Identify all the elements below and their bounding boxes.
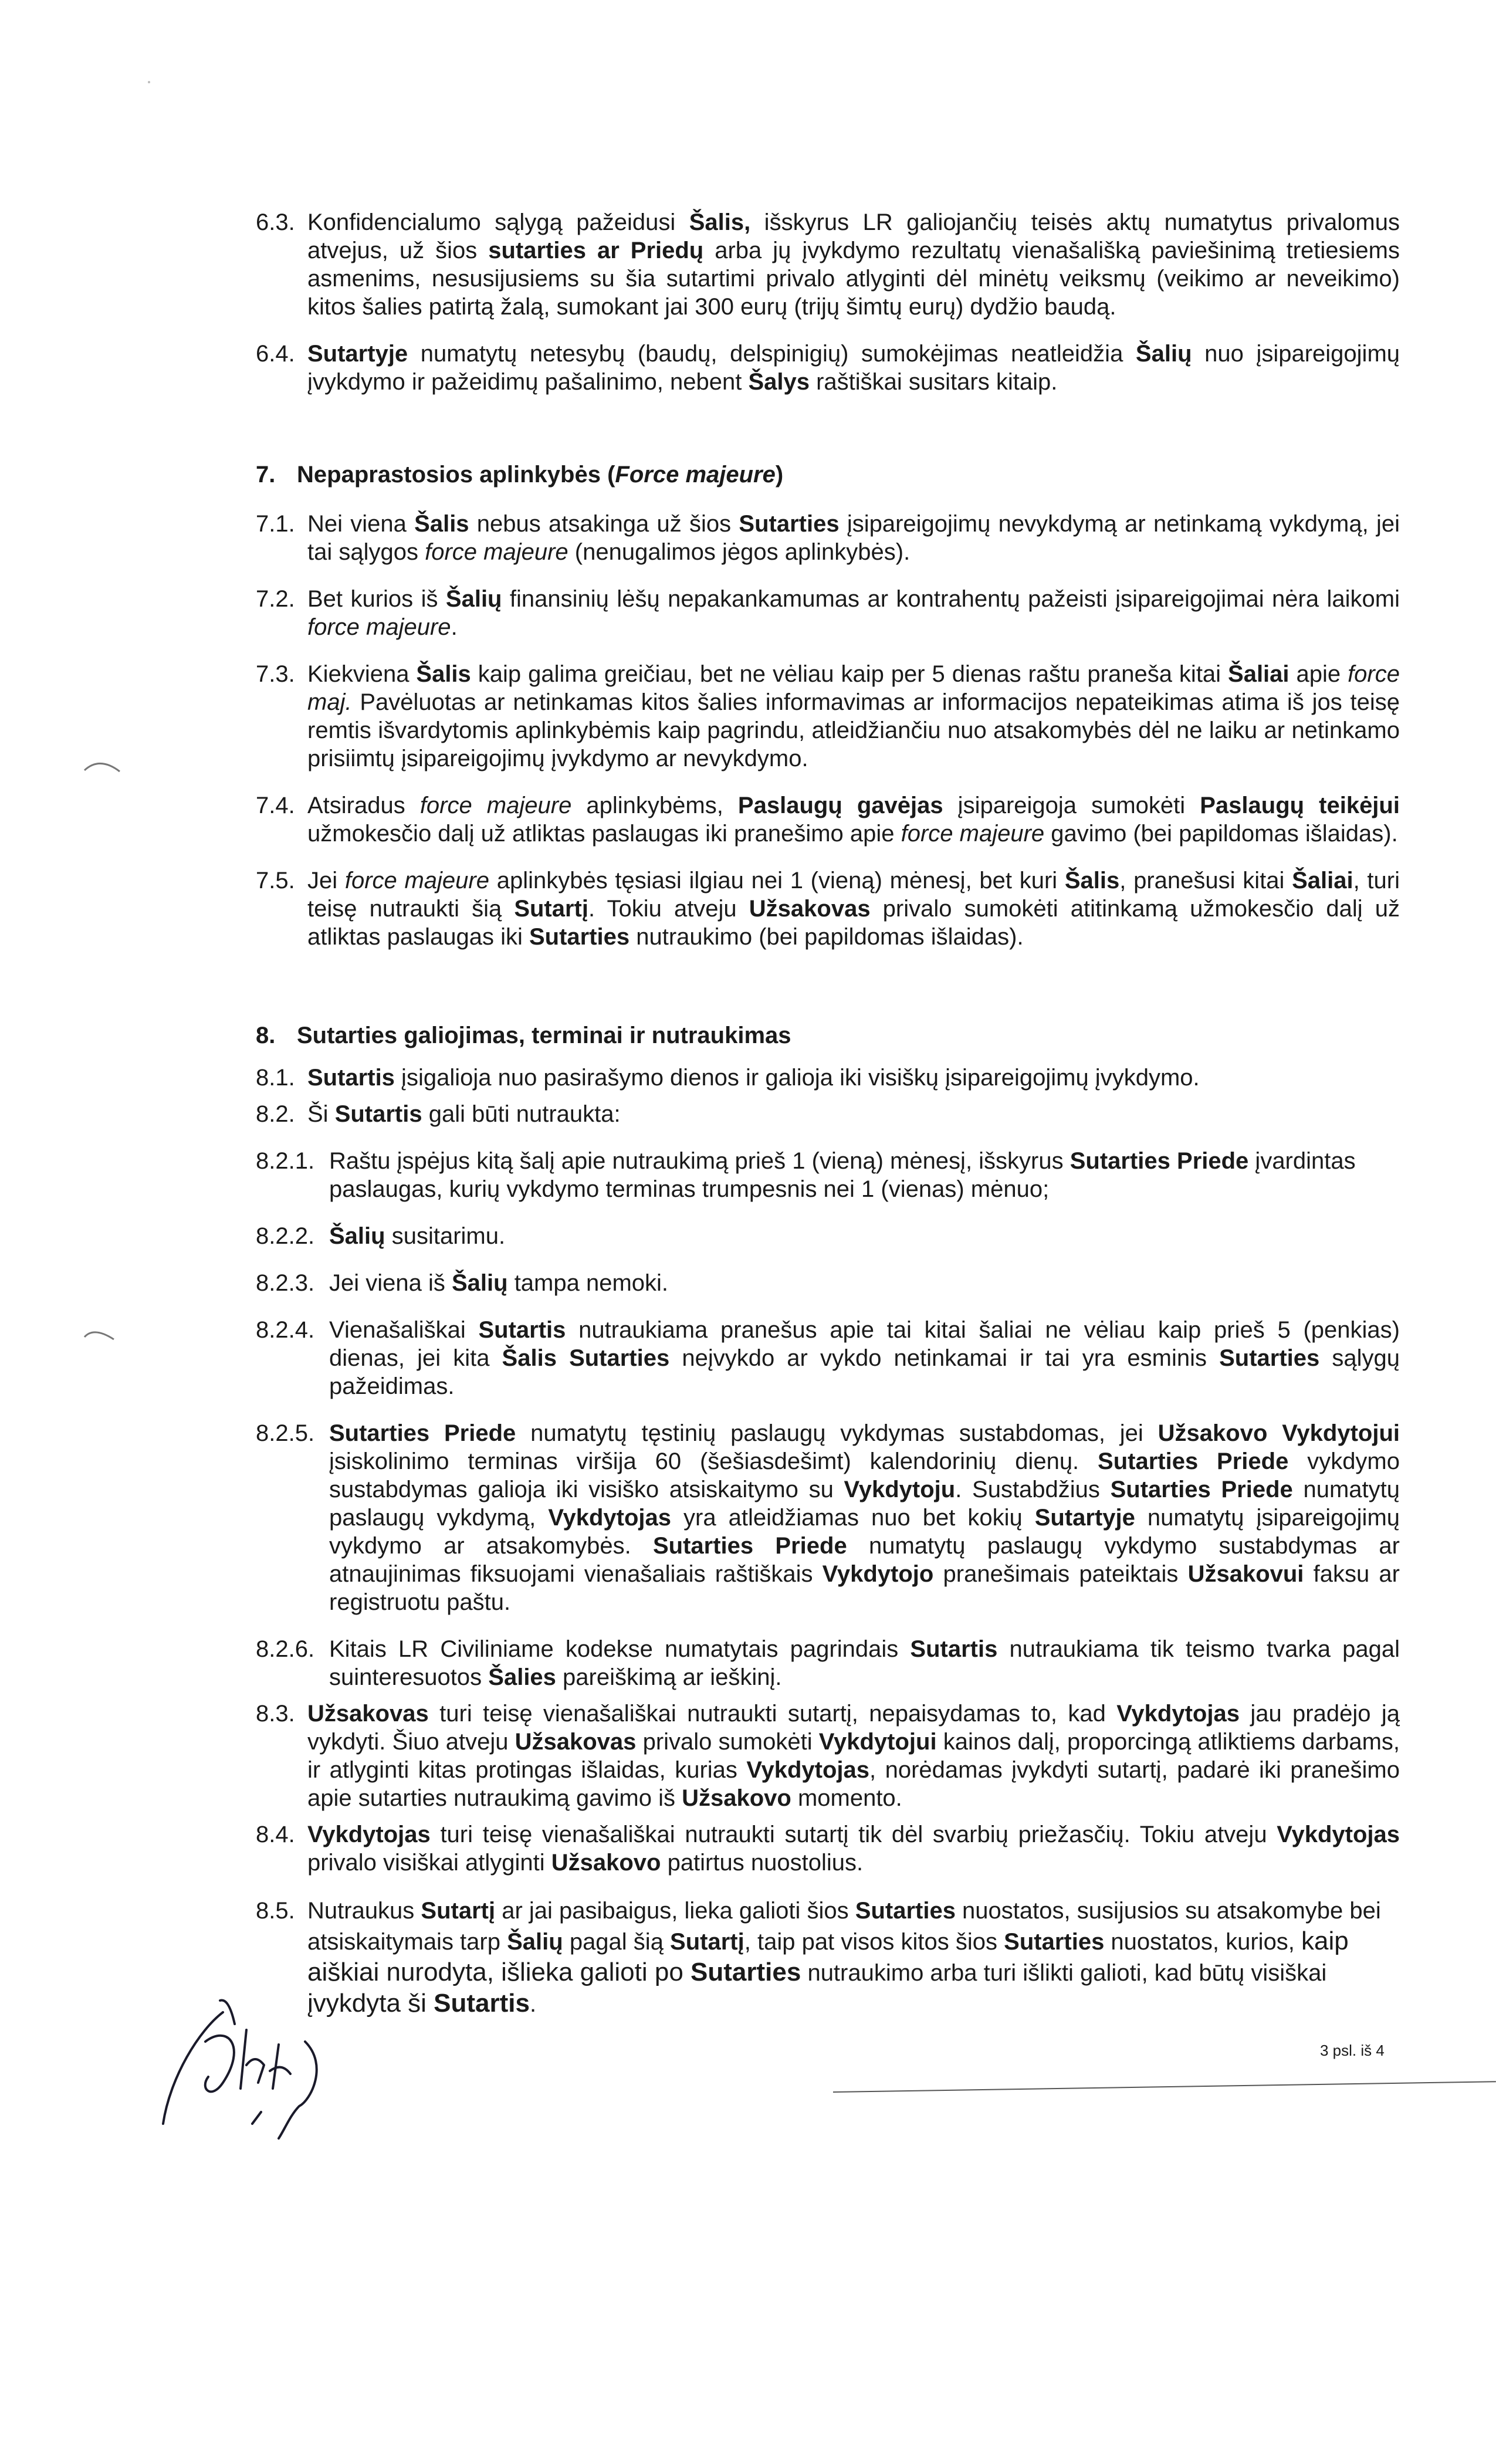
term-bold: Sutartis xyxy=(478,1317,566,1343)
term-bold: Sutartį xyxy=(670,1929,744,1955)
clause-8-2 xyxy=(256,1100,1400,1128)
term-italic: force majeure xyxy=(307,614,451,640)
text: nuostatos, kurios, xyxy=(1104,1929,1302,1955)
text: Kiekviena xyxy=(307,661,417,687)
clause-number: 6.4. xyxy=(256,341,295,367)
term-bold: Sutarties xyxy=(691,1958,801,1986)
clause-7-5 xyxy=(256,867,1400,951)
term-bold: Užsakovas xyxy=(515,1729,637,1755)
clause-number: 8.2.3. xyxy=(256,1270,315,1296)
handwritten-signature xyxy=(158,1989,346,2141)
text: Raštu įspėjus kitą šalį apie nutraukimą prieš 1 (vieną) mėnesį, išskyrus xyxy=(329,1148,1070,1174)
text: Bet kurios iš xyxy=(307,586,446,612)
margin-mark xyxy=(82,754,123,777)
term-bold: Šaliai xyxy=(1292,868,1353,893)
text: momento. xyxy=(791,1785,902,1811)
term-bold: Vykdytojui xyxy=(818,1729,937,1755)
text: jau pradėjo ją vykdyti. Šiuo atveju xyxy=(307,1701,1400,1755)
text: kaip aiškiai nurodyta, išlieka galioti po xyxy=(307,1927,1349,1986)
term-bold: Užsakovas xyxy=(307,1701,429,1727)
text: nebus atsakinga už šios xyxy=(469,511,739,537)
clause-8-2-2 xyxy=(256,1222,1400,1250)
term-italic: force maj. xyxy=(307,661,1400,715)
clause-7-2 xyxy=(256,585,1400,641)
text: įsiskolinimo terminas viršija 60 (šešiasdešimt) kalendorinių dienų. xyxy=(329,1448,1098,1474)
term-bold: Sutartį xyxy=(421,1898,496,1924)
text: Konfidencialumo sąlygą pažeidusi xyxy=(307,209,689,235)
signature-line xyxy=(833,2081,1496,2093)
term-bold: Sutartis xyxy=(307,1065,395,1091)
term-bold: Sutarties xyxy=(1004,1929,1105,1955)
term-bold: Sutartyje xyxy=(307,341,408,367)
term-bold: Šalis xyxy=(502,1345,557,1371)
text: Nei viena xyxy=(307,511,415,537)
text: įvardintas paslaugas, kurių vykdymo terminas trumpesnis nei 1 (vienas) mėnuo; xyxy=(329,1148,1356,1202)
text: gavimo (bei papildomas išlaidas). xyxy=(1044,821,1398,847)
section-number: 8. xyxy=(256,1023,276,1048)
section-heading-8 xyxy=(256,1021,1400,1050)
clause-8-2-5 xyxy=(256,1419,1400,1616)
margin-mark xyxy=(82,1323,117,1344)
clause-number: 7.4. xyxy=(256,793,295,818)
text: Jei viena iš xyxy=(329,1270,452,1296)
text: Pavėluotas ar netinkamas kitos šalies informavimas ar informacijos nepateikimas atima iš jos teisę remtis išvardytomis aplinkybėmis kaip pagrindu, atleidžiančiu nuo atsakomybės dėl ne laiku ar netinkamo prisiimtų įsipareigojimų įvykdymo ar nevykdymo. xyxy=(307,689,1400,771)
clause-8-3 xyxy=(256,1700,1400,1812)
section-title: Nepaprastosios aplinkybės xyxy=(297,462,601,488)
document-body xyxy=(256,208,1400,2038)
term-bold: Sutartyje xyxy=(1034,1505,1135,1531)
text: tampa nemoki. xyxy=(507,1270,669,1296)
text: turi teisę vienašališkai nutraukti sutartį tik dėl svarbių priežasčių. Tokiu atveju xyxy=(430,1822,1277,1847)
term-bold: Šalių xyxy=(507,1929,563,1955)
text: pagal šią xyxy=(563,1929,671,1955)
text: neįvykdo ar vykdo netinkamai ir tai yra esminis xyxy=(669,1345,1220,1371)
clause-number: 8.2.5. xyxy=(256,1420,315,1446)
text: nuo įsipareigojimų įvykdymo ir pažeidimų pašalinimo, nebent xyxy=(307,341,1400,395)
term-bold: Šalių xyxy=(451,1270,508,1296)
clause-6-3 xyxy=(256,208,1400,321)
term-bold: Vykdytojo xyxy=(822,1561,934,1587)
text: įsigalioja nuo pasirašymo dienos ir galioja iki visiškų įsipareigojimų įvykdymo. xyxy=(394,1065,1200,1091)
text: apie xyxy=(1289,661,1348,687)
text: numatytų paslaugų vykdymo sustabdymas ar atnaujinimas fiksuojami vienašaliais raštiškais xyxy=(329,1533,1400,1587)
term-bold: Šalių xyxy=(329,1223,385,1249)
clause-8-5 xyxy=(256,1896,1400,2019)
term-bold: Vykdytojas xyxy=(1116,1701,1240,1727)
text: . xyxy=(530,1991,537,2017)
text: Kitais LR Civiliniame kodekse numatytais pagrindais xyxy=(329,1636,911,1662)
term-bold: Šalių xyxy=(445,586,502,612)
clause-number: 8.2.4. xyxy=(256,1317,315,1343)
text: pranešimais pateiktais xyxy=(933,1561,1188,1587)
text: nutraukiama tik teismo tvarka pagal suinteresuotos xyxy=(329,1636,1400,1690)
text: nutraukimo (bei papildomas išlaidas). xyxy=(629,924,1024,950)
clause-8-2-1 xyxy=(256,1147,1400,1203)
term-bold: Sutarties Priede xyxy=(1069,1148,1249,1174)
term-bold: Užsakovo xyxy=(682,1785,791,1811)
term-bold: Šalis, xyxy=(689,209,751,235)
section-title: Sutarties galiojimas, terminai ir nutraukimas xyxy=(297,1023,791,1048)
term-italic: force majeure xyxy=(344,868,489,893)
term-bold: Vykdytojas xyxy=(1277,1822,1400,1847)
clause-number: 8.3. xyxy=(256,1701,295,1727)
text: įvykdyta ši xyxy=(307,1989,434,2018)
text: privalo sumokėti atitinkamą užmokesčio dalį už atliktas paslaugas iki xyxy=(307,896,1400,950)
text: arba jų įvykdymo rezultatų vienašališką paviešinimą tretiesiems asmenims, nesusijusiems su šia sutartimi privalo atlyginti dėl minėtų veiksmų (veikimo ar neveikimo) kitos šalies patirtą žalą, sumokant jai 300 eurų (trijų šimtų eurų) dydžio baudą. xyxy=(307,238,1400,320)
text: Atsiradus xyxy=(307,793,420,818)
text: turi teisę vienašališkai nutraukti sutartį, nepaisydamas to, kad xyxy=(428,1701,1117,1727)
text: , pranešusi kitai xyxy=(1119,868,1292,893)
term-bold: Sutartis xyxy=(334,1101,422,1127)
clause-number: 7.1. xyxy=(256,511,295,537)
text: . Tokiu atveju xyxy=(588,896,749,922)
scan-speck xyxy=(148,81,150,83)
term-bold: Paslaugų teikėjui xyxy=(1200,793,1400,818)
term-bold: Sutarties Priede xyxy=(1110,1477,1293,1502)
clause-7-4 xyxy=(256,791,1400,848)
text: yra atleidžiamas nuo bet kokių xyxy=(671,1505,1035,1531)
text: sąlygų pažeidimas. xyxy=(329,1345,1400,1399)
text: numatytų įsipareigojimų vykdymo ar atsakomybės. xyxy=(329,1505,1400,1559)
clause-number: 8.4. xyxy=(256,1822,295,1847)
clause-number: 8.1. xyxy=(256,1065,295,1091)
term-bold: Sutarties xyxy=(1219,1345,1320,1371)
clause-8-2-6 xyxy=(256,1635,1400,1691)
clause-8-1 xyxy=(256,1064,1400,1092)
clause-7-3 xyxy=(256,660,1400,773)
text: raštiškai susitars kitaip. xyxy=(810,369,1058,395)
text: kaip galima greičiau, bet ne vėliau kaip per 5 dienas raštu praneša kitai xyxy=(471,661,1228,687)
text: išskyrus LR galiojančių teisės aktų numatytus privalomus atvejus, už šios xyxy=(307,209,1400,263)
term-bold: Sutartis xyxy=(910,1636,998,1662)
text: faksu ar registruotu paštu. xyxy=(329,1561,1400,1615)
section-title-italic: Force majeure xyxy=(615,462,776,488)
text xyxy=(557,1345,569,1371)
text: įsipareigoja sumokėti xyxy=(943,793,1200,818)
clause-number: 6.3. xyxy=(256,209,295,235)
clause-7-1 xyxy=(256,510,1400,566)
text: numatytų netesybų (baudų, delspinigių) sumokėjimas neatleidžia xyxy=(408,341,1136,367)
term-bold: Vykdytoju xyxy=(844,1477,956,1502)
term-bold: Šalies xyxy=(488,1664,556,1690)
term-bold: Šalys xyxy=(748,369,810,395)
term-italic: force majeure xyxy=(901,821,1045,847)
clause-6-4 xyxy=(256,340,1400,396)
term-bold: Paslaugų gavėjas xyxy=(737,793,943,818)
text: aplinkybės tęsiasi ilgiau nei 1 (vieną) mėnesį, bet kuri xyxy=(489,868,1065,893)
text: pareiškimą ar ieškinį. xyxy=(556,1664,782,1690)
term-bold: Sutarties xyxy=(739,511,840,537)
text: , norėdamas įvykdyti sutartį, padarė iki pranešimo apie sutarties nutraukimą gavimo iš xyxy=(307,1757,1400,1811)
term-bold: Užsakovas xyxy=(749,896,871,922)
term-bold: Vykdytojas xyxy=(548,1505,672,1531)
text: Ši xyxy=(307,1101,335,1127)
text: patirtus nuostolius. xyxy=(661,1850,864,1876)
text: (nenugalimos jėgos aplinkybės). xyxy=(568,539,911,565)
term-bold: Šaliai xyxy=(1228,661,1289,687)
text: užmokesčio dalį už atliktas paslaugas iki pranešimo apie xyxy=(307,821,901,847)
section-heading-7: 7. Nepaprastosios aplinkybės (Force majeure) xyxy=(256,462,784,488)
text: Nutraukus xyxy=(307,1898,421,1924)
text: Vienašališkai xyxy=(329,1317,479,1343)
page-number: 3 psl. iš 4 xyxy=(1320,2042,1385,2059)
term-bold: Vykdytojas xyxy=(307,1822,431,1847)
term-bold: Sutarties Priede xyxy=(652,1533,847,1559)
text: numatytų tęstinių paslaugų vykdymas sustabdomas, jei xyxy=(516,1420,1158,1446)
text: nutraukimo arba turi išlikti galioti, kad būtų visiškai xyxy=(801,1960,1327,1986)
clause-number: 8.2. xyxy=(256,1101,295,1127)
text: finansinių lėšų nepakankamumas ar kontrahentų pažeisti įsipareigojimai nėra laikomi xyxy=(502,586,1400,612)
section-number: 7. xyxy=(256,462,276,488)
text: numatytų paslaugų vykdymą, xyxy=(329,1477,1400,1531)
text: Jei xyxy=(307,868,345,893)
clause-8-2-3 xyxy=(256,1269,1400,1297)
term-bold: Šalis xyxy=(1064,868,1120,893)
term-bold: Sutarties xyxy=(529,924,630,950)
text: privalo visiškai atlyginti xyxy=(307,1850,551,1876)
text: kainos dalį, proporcingą atliktiems darbams, ir atlyginti kitas protingas išlaidas, kurias xyxy=(307,1729,1400,1783)
text: , turi teisę nutraukti šią xyxy=(307,868,1400,922)
term-italic: force majeure xyxy=(419,793,572,818)
term-bold: Užsakovo Vykdytojui xyxy=(1157,1420,1400,1446)
text: gali būti nutraukta: xyxy=(422,1101,621,1127)
term-bold: Vykdytojas xyxy=(746,1757,870,1783)
term-italic: force majeure xyxy=(425,539,568,565)
text: įsipareigojimų nevykdymą ar netinkamą vykdymą, jei tai sąlygos xyxy=(307,511,1400,565)
term-bold: Sutarties xyxy=(855,1898,956,1924)
text: , taip pat visos kitos šios xyxy=(744,1929,1004,1955)
text: susitarimu. xyxy=(385,1223,506,1249)
clause-number: 8.2.1. xyxy=(256,1148,315,1174)
clause-number: 8.2.2. xyxy=(256,1223,315,1249)
text: ar jai pasibaigus, lieka galioti šios xyxy=(495,1898,855,1924)
term-bold: Sutarties xyxy=(569,1345,670,1371)
term-bold: Šalis xyxy=(414,511,469,537)
clause-8-4 xyxy=(256,1820,1400,1877)
clause-number: 7.2. xyxy=(256,586,295,612)
text: vykdymo sustabdymas galioja iki visiško atsiskaitymo su xyxy=(329,1448,1400,1502)
clause-number: 7.3. xyxy=(256,661,295,687)
text: . xyxy=(451,614,458,640)
text: privalo sumokėti xyxy=(636,1729,819,1755)
term-bold: Sutartis xyxy=(434,1989,530,2018)
term-bold: Šalis xyxy=(416,661,471,687)
text: nuostatos, susijusios su atsakomybe bei atsiskaitymais tarp xyxy=(307,1898,1381,1955)
text: aplinkybėms, xyxy=(571,793,738,818)
clause-number: 8.2.6. xyxy=(256,1636,315,1662)
term-bold: Sutarties Priede xyxy=(1098,1448,1289,1474)
term-bold: Sutarties Priede xyxy=(329,1420,516,1446)
term-bold: Užsakovui xyxy=(1187,1561,1304,1587)
text: nutraukiama pranešus apie tai kitai šaliai ne vėliau kaip prieš 5 (penkias) dienas, jei kita xyxy=(329,1317,1400,1371)
term-bold: Sutartį xyxy=(514,896,588,922)
term-bold: Užsakovo xyxy=(551,1850,661,1876)
clause-8-2-4 xyxy=(256,1316,1400,1400)
clause-number: 7.5. xyxy=(256,868,295,893)
clause-number: 8.5. xyxy=(256,1898,295,1924)
term-bold: Šalių xyxy=(1135,341,1192,367)
text: . Sustabdžius xyxy=(955,1477,1111,1502)
term-bold: sutarties ar Priedų xyxy=(488,238,704,263)
